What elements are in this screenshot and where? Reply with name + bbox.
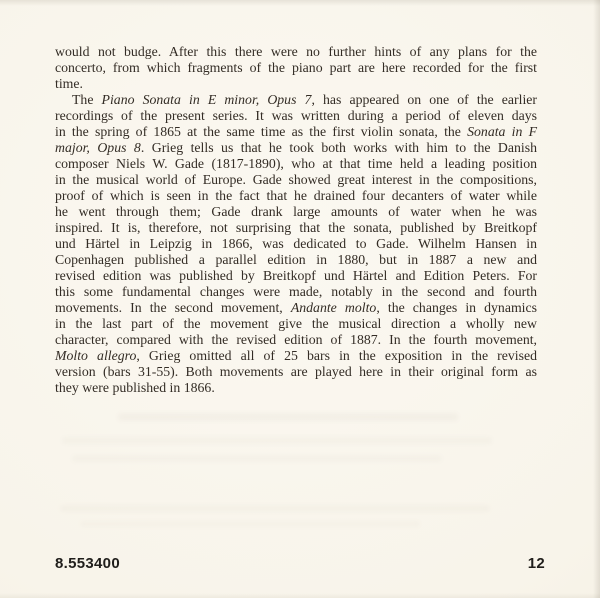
text-line [55, 364, 537, 380]
text-run: this some fundamental changes were made, notably in the second and fourth [55, 284, 537, 299]
text-line [55, 220, 537, 236]
text-line [55, 204, 537, 220]
italic-text-run: Piano Sonata in E minor, Opus 7 [101, 92, 312, 107]
showthrough-ghosting [62, 437, 492, 444]
text-run: . Grieg tells us that he took both works with him to the Danish [140, 140, 538, 155]
text-run: he went through them; Gade drank large amounts of water when he was [55, 204, 537, 219]
text-run: they were published in 1866. [55, 380, 215, 395]
italic-text-run: Sonata in F [467, 124, 538, 139]
text-line [55, 92, 537, 108]
text-line [55, 348, 537, 364]
text-run: Copenhagen published a parallel edition in 1880, but in 1887 a new and [55, 252, 537, 267]
page-right-edge-shadow [593, 0, 600, 598]
showthrough-ghosting [118, 413, 458, 421]
text-run: composer Niels W. Gade (1817-1890), who at that time held a leading position [55, 156, 537, 171]
page-top-edge-shadow [0, 0, 600, 6]
text-run: in the musical world of Europe. Gade showed great interest in the compositions, [55, 172, 537, 187]
text-run: , Grieg omitted all of 25 bars in the exposition in the revised [136, 348, 537, 363]
showthrough-ghosting [60, 505, 490, 512]
text-line [55, 284, 537, 300]
text-line [55, 268, 537, 284]
text-run: und Härtel in Leipzig in 1866, was dedicated to Gade. Wilhelm Hansen in [55, 236, 537, 251]
catalog-number: 8.553400 [55, 555, 120, 572]
text-line [55, 188, 537, 204]
text-line [55, 140, 537, 156]
text-line [55, 300, 537, 316]
page-number: 12 [527, 555, 545, 572]
text-run: The [72, 92, 102, 107]
showthrough-ghosting [72, 455, 442, 462]
text-block [55, 44, 537, 396]
text-line [55, 108, 537, 124]
text-line [55, 252, 537, 268]
text-run: in the spring of 1865 at the same time as the first violin sonata, the [55, 124, 468, 139]
text-run: movements. In the second movement, [55, 300, 291, 315]
text-line [55, 316, 537, 332]
text-line [55, 60, 537, 76]
showthrough-ghosting [80, 521, 420, 527]
text-line [55, 44, 537, 60]
text-run: in the last part of the movement give the musical direction a wholly new [55, 316, 537, 331]
page-footer [55, 555, 545, 572]
page-bottom-edge-shadow [0, 593, 600, 598]
text-line [55, 76, 537, 92]
text-run: version (bars 31-55). Both movements are played here in their original form as [55, 364, 537, 379]
text-line [55, 380, 537, 396]
text-run: character, compared with the revised edition of 1887. In the fourth movement, [55, 332, 537, 347]
text-run: revised edition was published by Breitkopf und Härtel and Edition Peters. For [55, 268, 537, 283]
text-line [55, 124, 537, 140]
italic-text-run: major, Opus 8 [55, 140, 141, 155]
text-run: , the changes in dynamics [376, 300, 538, 315]
text-run: recordings of the present series. It was written during a period of eleven days [55, 108, 537, 123]
text-run: proof of which is seen in the fact that he drained four decanters of water while [55, 188, 537, 203]
italic-text-run: Andante molto [290, 300, 377, 315]
text-run: inspired. It is, therefore, not surprising that the sonata, published by Breitkopf [55, 220, 537, 235]
text-line [55, 236, 537, 252]
text-line [55, 172, 537, 188]
text-run: concerto, from which fragments of the piano part are here recorded for the first [55, 60, 537, 75]
text-run: , has appeared on one of the earlier [311, 92, 537, 107]
text-run: would not budge. After this there were no further hints of any plans for the [55, 44, 537, 59]
text-run: time. [55, 76, 83, 91]
text-line [55, 156, 537, 172]
text-line [55, 332, 537, 348]
italic-text-run: Molto allegro [55, 348, 137, 363]
